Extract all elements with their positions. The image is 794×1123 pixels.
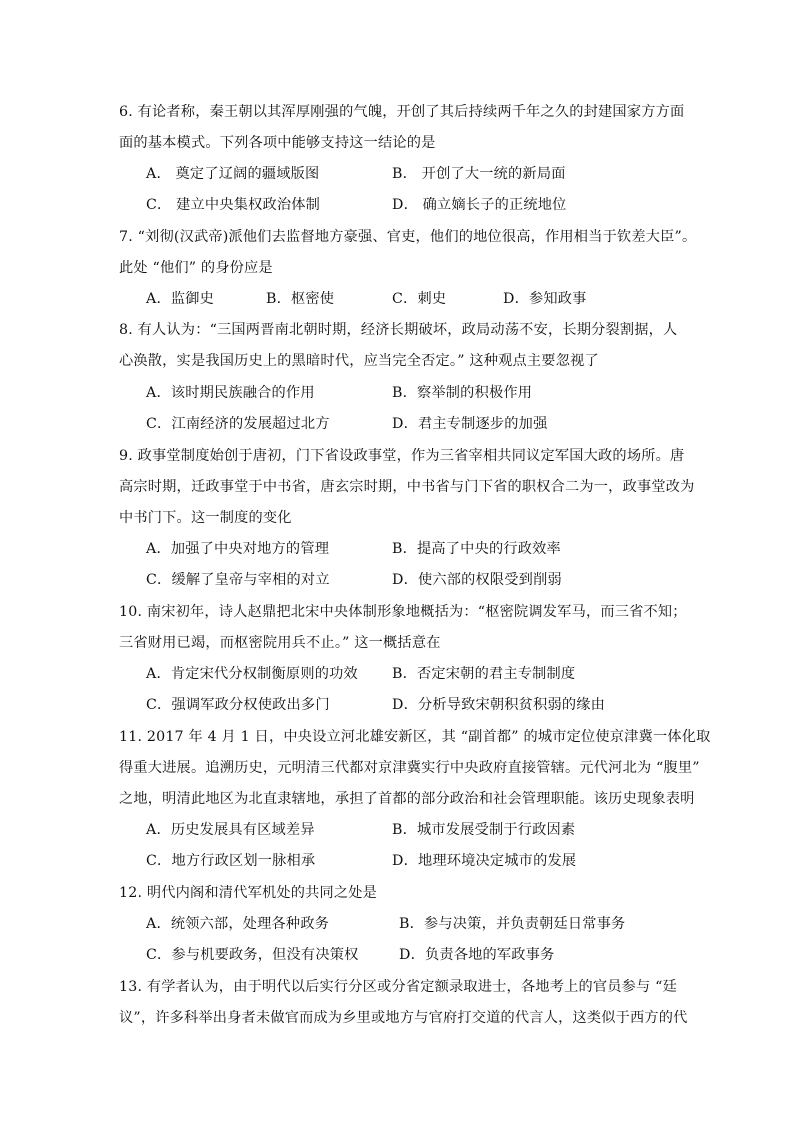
option-b: B．参与决策，并负责朝廷日常事务 [399, 916, 626, 932]
option-b: B．察举制的积极作用 [392, 385, 533, 401]
question-text-line: 11. 2017 年 4 月 1 日，中央设立河北雄安新区，其 “副首都” 的城市定位使京津冀一体化取 [119, 729, 711, 745]
question-text-line: 此处 “他们” 的身份应是 [119, 260, 273, 276]
option-a: A．肯定宋代分权制衡原则的功效 [146, 666, 358, 682]
question-text-line: 心涣散，实是我国历史上的黑暗时代，应当完全否定。” 这种观点主要忽视了 [119, 353, 599, 369]
question-text-line: 议”，许多科举出身者未做官而成为乡里或地方与官府打交道的代言人，这类似于西方的代 [119, 1010, 688, 1026]
option-d: D．使六部的权限受到削弱 [392, 572, 562, 588]
option-c: C． 建立中央集权政治体制 [146, 197, 321, 213]
option-b: B．城市发展受制于行政因素 [392, 822, 576, 838]
question-text-line: 6. 有论者称，秦王朝以其浑厚刚强的气魄，开创了其后持续两千年之久的封建国家方方面 [119, 104, 685, 120]
question-text-line: 之地，明清此地区为北直隶辖地，承担了首都的部分政治和社会管理职能。该历史现象表明 [119, 791, 695, 807]
option-c: C．强调军政分权使政出多门 [146, 697, 330, 713]
option-c: C．江南经济的发展超过北方 [146, 416, 330, 432]
option-c: C．参与机要政务，但没有决策权 [146, 947, 359, 963]
option-a: A．加强了中央对地方的管理 [146, 541, 330, 557]
question-text-line: 中书门下。这一制度的变化 [119, 510, 292, 526]
question-text-line: 得重大进展。追溯历史，元明清三代都对京津冀实行中央政府直接管辖。元代河北为 “腹里” [119, 760, 700, 776]
option-a: A．该时期民族融合的作用 [146, 385, 315, 401]
option-b: B．否定宋朝的君主专制制度 [392, 666, 576, 682]
question-text-line: 13. 有学者认为，由于明代以后实行分区或分省定额录取进士，各地考上的官员参与 “廷 [119, 979, 677, 995]
option-d: D．分析导致宋朝积贫积弱的缘由 [392, 697, 606, 713]
question-text-line: 7. “刘彻(汉武帝)派他们去监督地方豪强、官吏，他们的地位很高，作用相当于钦差大臣”。 [119, 229, 697, 245]
question-text-line: 8. 有人认为：“三国两晋南北朝时期，经济长期破坏，政局动荡不安，长期分裂割据，人 [119, 322, 678, 338]
question-text-line: 9. 政事堂制度始创于唐初，门下省设政事堂，作为三省宰相共同议定军国大政的场所。唐 [119, 448, 685, 464]
option-d: D．参知政事 [503, 291, 587, 307]
question-text-line: 12. 明代内阁和清代军机处的共同之处是 [119, 885, 378, 901]
question-text-line: 高宗时期，迁政事堂于中书省，唐玄宗时期，中书省与门下省的职权合二为一，政事堂改为 [119, 479, 695, 495]
option-c: C．地方行政区划一脉相承 [146, 853, 316, 869]
option-a: A．监御史 [146, 291, 214, 307]
option-d: D．君主专制逐步的加强 [392, 416, 548, 432]
question-text-line: 三省财用已竭，而枢密院用兵不止。” 这一概括意在 [119, 635, 441, 651]
question-text-line: 面的基本模式。下列各项中能够支持这一结论的是 [119, 135, 436, 151]
question-text-line: 10. 南宋初年，诗人赵鼎把北宋中央体制形象地概括为：“枢密院调发军马，而三省不知； [119, 604, 687, 620]
option-a: A． 奠定了辽阔的疆域版图 [146, 166, 320, 182]
option-d: D．负责各地的军政事务 [399, 947, 555, 963]
option-c: C．刺史 [392, 291, 447, 307]
option-a: A．统领六部，处理各种政务 [146, 916, 330, 932]
option-d: D． 确立嫡长子的正统地位 [392, 197, 567, 213]
option-a: A．历史发展具有区域差异 [146, 822, 315, 838]
option-b: B．枢密使 [266, 291, 335, 307]
option-b: B． 开创了大一统的新局面 [392, 166, 566, 182]
option-b: B．提高了中央的行政效率 [392, 541, 561, 557]
option-c: C．缓解了皇帝与宰相的对立 [146, 572, 330, 588]
option-d: D．地理环境决定城市的发展 [392, 853, 577, 869]
